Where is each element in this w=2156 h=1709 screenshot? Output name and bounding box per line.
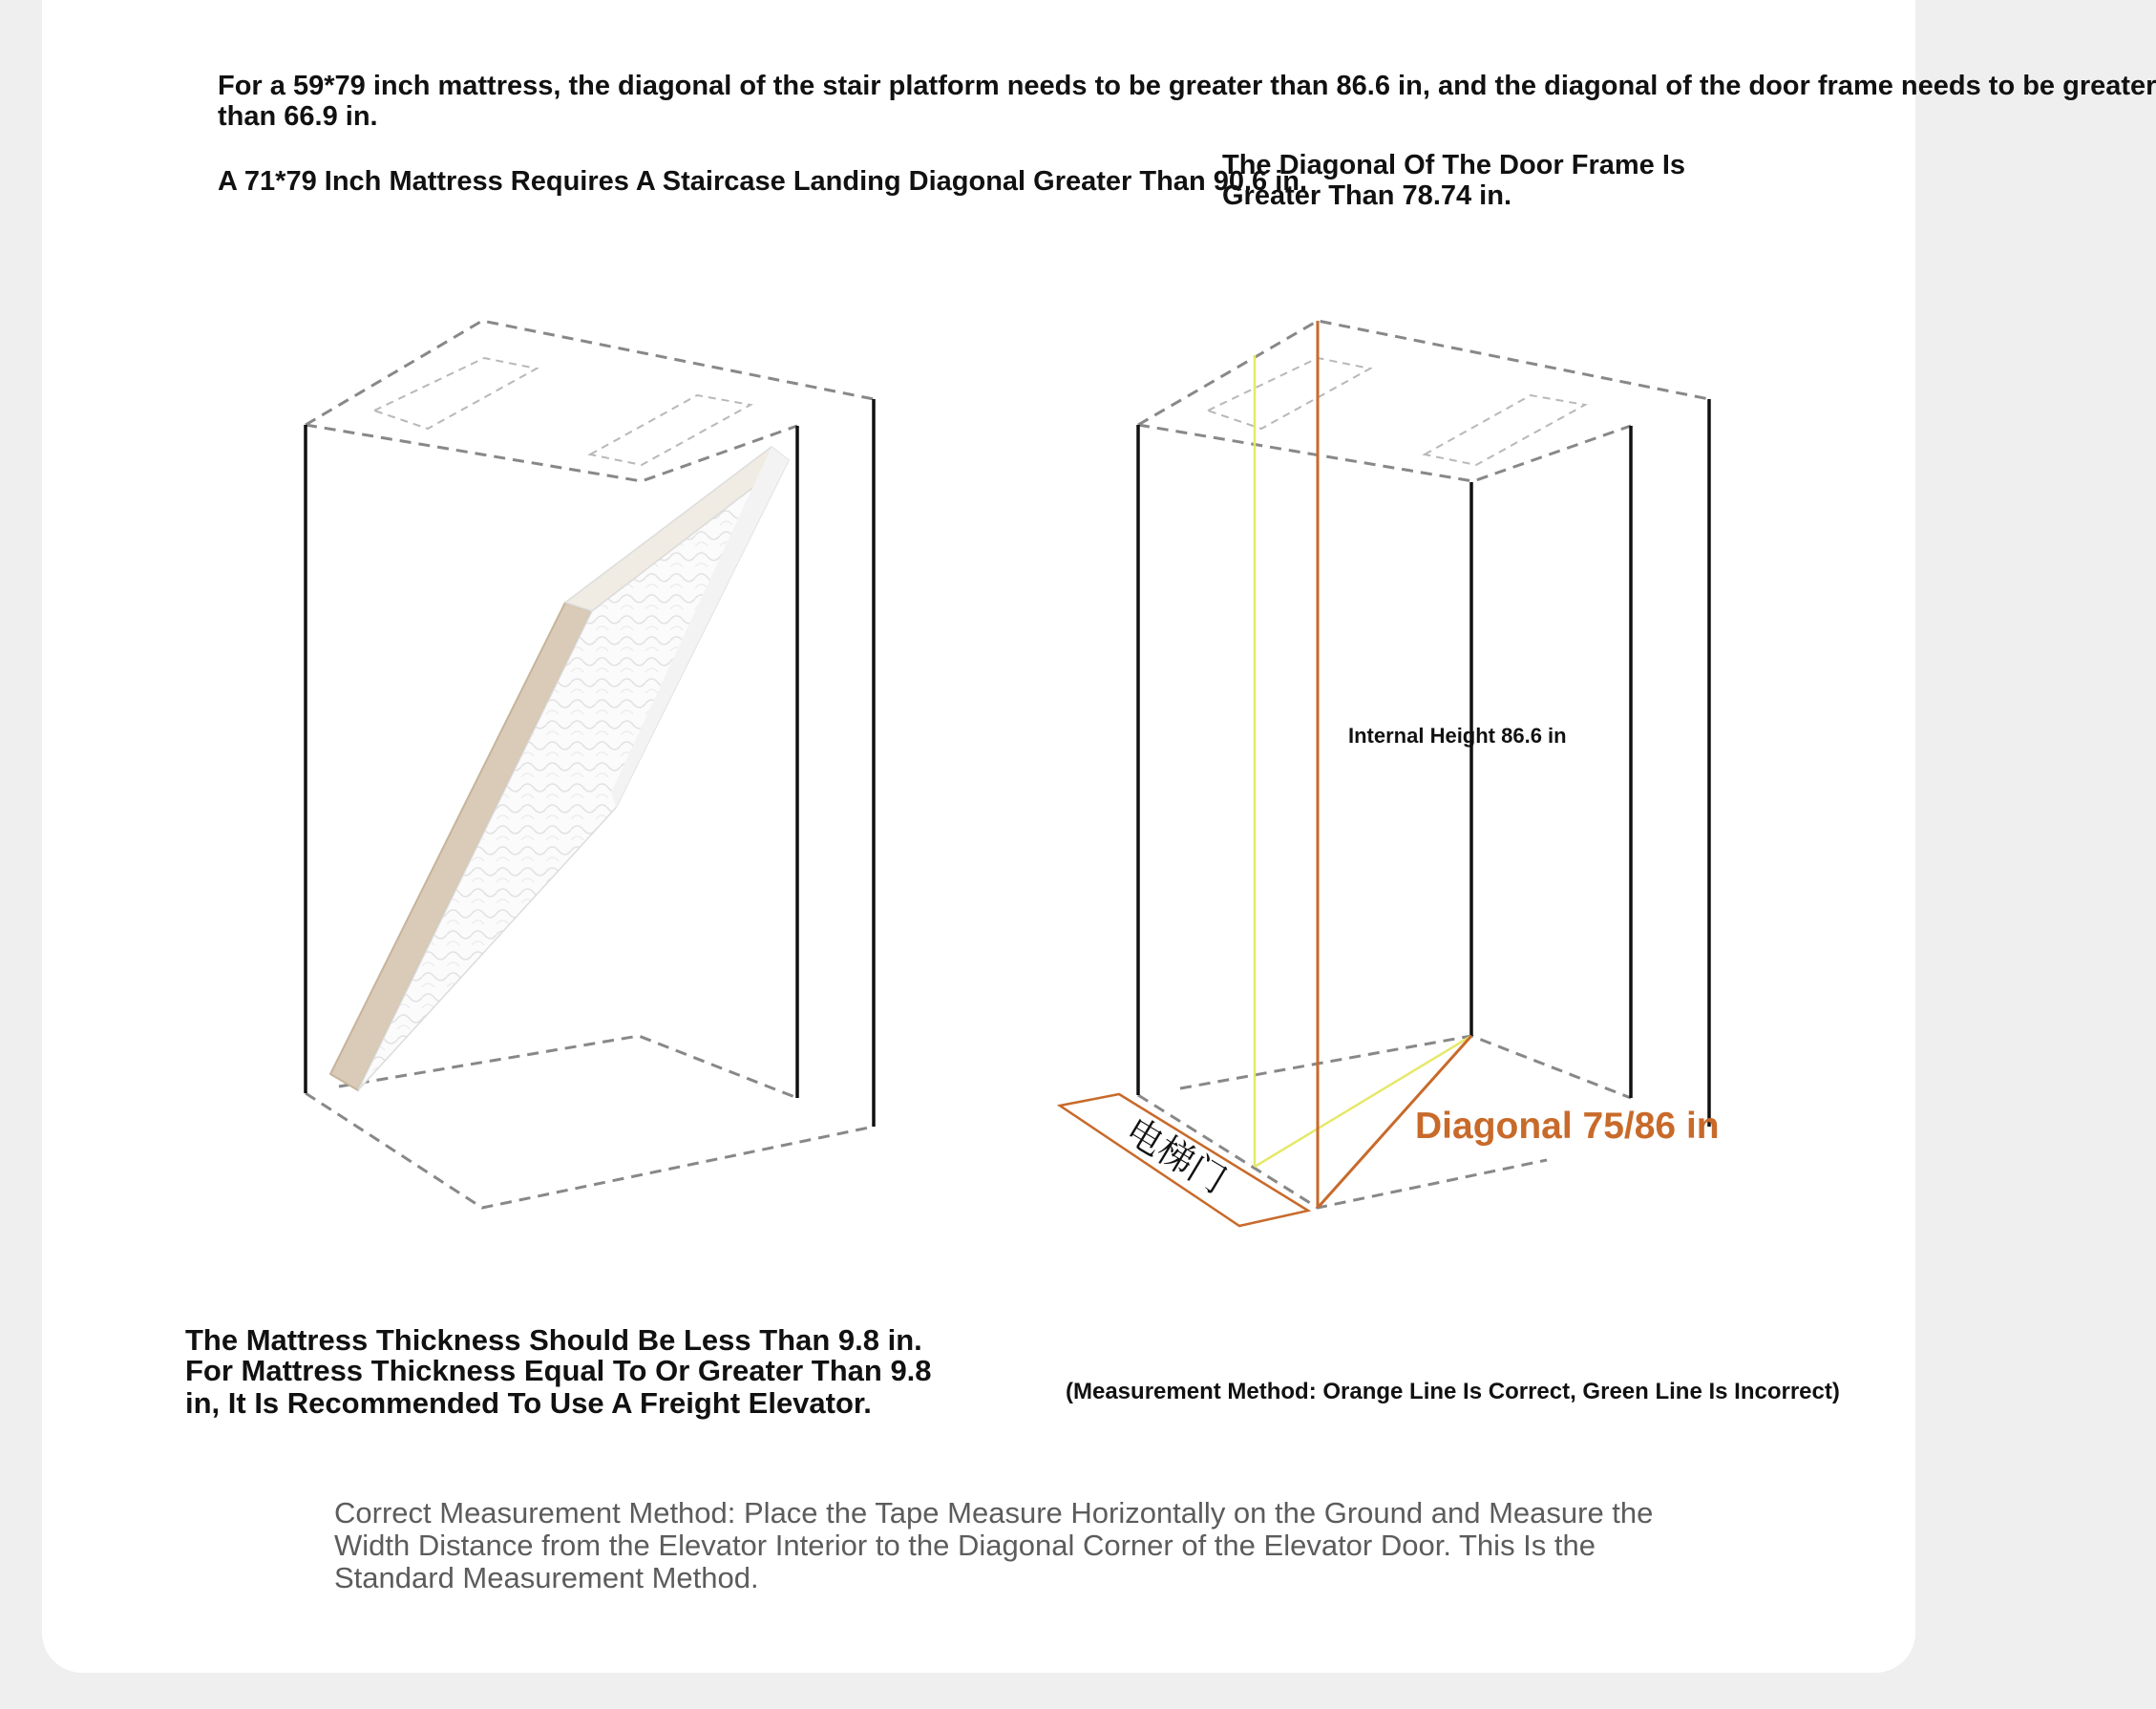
diagonal-label: Diagonal 75/86 in	[1415, 1106, 1720, 1147]
measurement-method-note: (Measurement Method: Orange Line Is Correct, Green Line Is Incorrect)	[1066, 1379, 1840, 1404]
mattress-thickness-note: The Mattress Thickness Should Be Less Than 9.8 in. For Mattress Thickness Equal To Or Greater Than 9.8 in, It Is Recommended To Use A Freight Elevator.	[185, 1323, 932, 1420]
orange-line-correct	[1318, 321, 1471, 1208]
door-frame-requirement: The Diagonal Of The Door Frame Is Greater Than 78.74 in.	[1222, 150, 1686, 211]
elevator-door-label: 电梯门	[1118, 1108, 1234, 1202]
internal-height-label: Internal Height 86.6 in	[1348, 724, 1567, 748]
right-elevator-box	[1060, 321, 1709, 1226]
mattress-71x79-requirement: A 71*79 Inch Mattress Requires A Staircase Landing Diagonal Greater Than 90.6 in.	[218, 166, 1308, 197]
correct-measurement-method: Correct Measurement Method: Place the Tape Measure Horizontally on the Ground and Measure the Width Distance from the Elevator Interior to the Diagonal Corner of the Elevator Door. This Is the Standard Measurement Method.	[334, 1496, 1654, 1594]
mattress-59x79-requirement: For a 59*79 inch mattress, the diagonal of the stair platform needs to be greater than 86.6 in, and the diagonal of the door frame needs to be greater than 66.9 in.	[218, 71, 2156, 132]
mattress-illustration	[330, 447, 789, 1090]
left-elevator-box	[306, 321, 874, 1208]
green-line-incorrect	[1255, 355, 1471, 1167]
